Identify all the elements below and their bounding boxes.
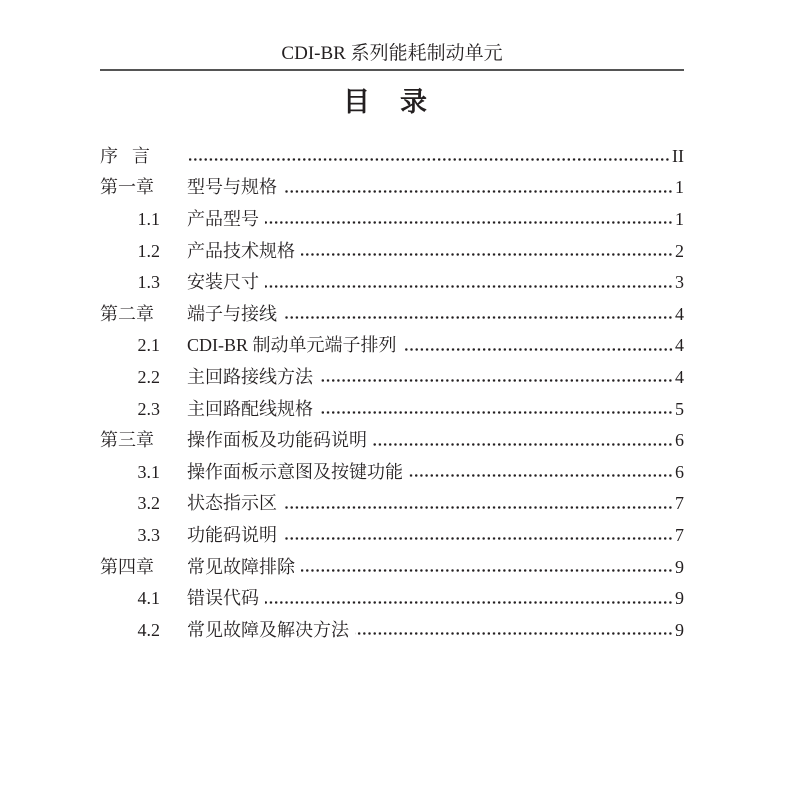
toc-entry-page: 9 bbox=[675, 619, 684, 640]
dot-leader bbox=[265, 601, 673, 604]
table-of-contents bbox=[100, 140, 684, 646]
dot-leader bbox=[187, 158, 670, 161]
running-header: CDI-BR 系列能耗制动单元 bbox=[281, 43, 503, 64]
toc-entry-number: 3.3 bbox=[137, 524, 160, 545]
toc-entry-title: 产品型号 bbox=[187, 208, 259, 229]
toc-entry-number: 第四章 bbox=[100, 556, 154, 577]
toc-entry-page: 6 bbox=[675, 461, 684, 482]
dot-leader bbox=[403, 348, 673, 351]
toc-entry[interactable] bbox=[100, 551, 684, 583]
toc-entry[interactable] bbox=[100, 614, 684, 646]
toc-entry-title: 主回路接线方法 bbox=[187, 366, 313, 387]
toc-entry[interactable] bbox=[100, 172, 684, 204]
toc-entry-number: 1.3 bbox=[137, 272, 160, 293]
dot-leader bbox=[265, 285, 673, 288]
toc-entry-page: 1 bbox=[675, 177, 684, 198]
toc-entry-page: 9 bbox=[675, 556, 684, 577]
toc-entry-title: 操作面板示意图及按键功能 bbox=[187, 461, 403, 482]
dot-leader bbox=[283, 537, 673, 540]
toc-entry-number: 4.2 bbox=[137, 619, 160, 640]
dot-leader bbox=[283, 190, 673, 193]
header-rule bbox=[100, 69, 684, 71]
toc-entry-number: 第一章 bbox=[100, 177, 154, 198]
toc-entry[interactable] bbox=[100, 456, 684, 488]
toc-entry-title: 端子与接线 bbox=[187, 303, 277, 324]
toc-entry-page: 5 bbox=[675, 398, 684, 419]
toc-entry-number: 4.1 bbox=[137, 588, 160, 609]
toc-entry-title: 操作面板及功能码说明 bbox=[187, 430, 367, 451]
toc-entry-page: 7 bbox=[675, 493, 684, 514]
toc-entry-number: 序言 bbox=[100, 145, 164, 166]
toc-entry-page: II bbox=[672, 145, 684, 166]
toc-entry-title: CDI-BR 制动单元端子排列 bbox=[187, 335, 397, 356]
toc-entry-number: 3.1 bbox=[137, 461, 160, 482]
toc-entry[interactable] bbox=[100, 298, 684, 330]
page-title: 目录 bbox=[343, 87, 457, 118]
toc-entry[interactable] bbox=[100, 519, 684, 551]
toc-entry-page: 2 bbox=[675, 240, 684, 261]
toc-entry-page: 6 bbox=[675, 430, 684, 451]
toc-entry-title: 安装尺寸 bbox=[187, 272, 259, 293]
dot-leader bbox=[301, 253, 673, 256]
dot-leader bbox=[373, 443, 673, 446]
dot-leader bbox=[265, 221, 673, 224]
toc-entry-title: 常见故障排除 bbox=[187, 556, 295, 577]
toc-entry-title: 功能码说明 bbox=[187, 524, 277, 545]
toc-entry-page: 3 bbox=[675, 272, 684, 293]
toc-entry[interactable] bbox=[100, 361, 684, 393]
toc-entry-title: 型号与规格 bbox=[187, 177, 277, 198]
toc-entry-title: 产品技术规格 bbox=[187, 240, 295, 261]
toc-entry-number: 1.2 bbox=[137, 240, 160, 261]
toc-entry-page: 9 bbox=[675, 588, 684, 609]
dot-leader bbox=[319, 411, 673, 414]
dot-leader bbox=[283, 506, 673, 509]
toc-entry-page: 7 bbox=[675, 524, 684, 545]
toc-entry[interactable] bbox=[100, 488, 684, 520]
toc-entry[interactable] bbox=[100, 393, 684, 425]
toc-entry-title: 主回路配线规格 bbox=[187, 398, 313, 419]
dot-leader bbox=[301, 569, 673, 572]
toc-entry[interactable] bbox=[100, 235, 684, 267]
toc-entry-title: 常见故障及解决方法 bbox=[187, 619, 349, 640]
toc-entry-number: 2.3 bbox=[137, 398, 160, 419]
toc-entry[interactable] bbox=[100, 330, 684, 362]
dot-leader bbox=[319, 379, 673, 382]
toc-entry-title: 错误代码 bbox=[187, 588, 259, 609]
toc-entry-number: 第三章 bbox=[100, 430, 154, 451]
toc-entry[interactable] bbox=[100, 424, 684, 456]
toc-entry-title: 状态指示区 bbox=[187, 493, 277, 514]
toc-entry[interactable] bbox=[100, 140, 684, 172]
toc-entry-number: 2.1 bbox=[137, 335, 160, 356]
toc-entry-number: 第二章 bbox=[100, 303, 154, 324]
toc-entry-number: 3.2 bbox=[137, 493, 160, 514]
toc-entry-number: 2.2 bbox=[137, 366, 160, 387]
toc-entry-page: 4 bbox=[675, 335, 684, 356]
toc-entry-page: 4 bbox=[675, 366, 684, 387]
toc-entry-page: 1 bbox=[675, 208, 684, 229]
toc-entry[interactable] bbox=[100, 266, 684, 298]
dot-leader bbox=[283, 316, 673, 319]
toc-entry[interactable] bbox=[100, 203, 684, 235]
dot-leader bbox=[355, 632, 673, 635]
toc-entry-number: 1.1 bbox=[137, 208, 160, 229]
toc-entry[interactable] bbox=[100, 582, 684, 614]
toc-entry-page: 4 bbox=[675, 303, 684, 324]
dot-leader bbox=[409, 474, 673, 477]
